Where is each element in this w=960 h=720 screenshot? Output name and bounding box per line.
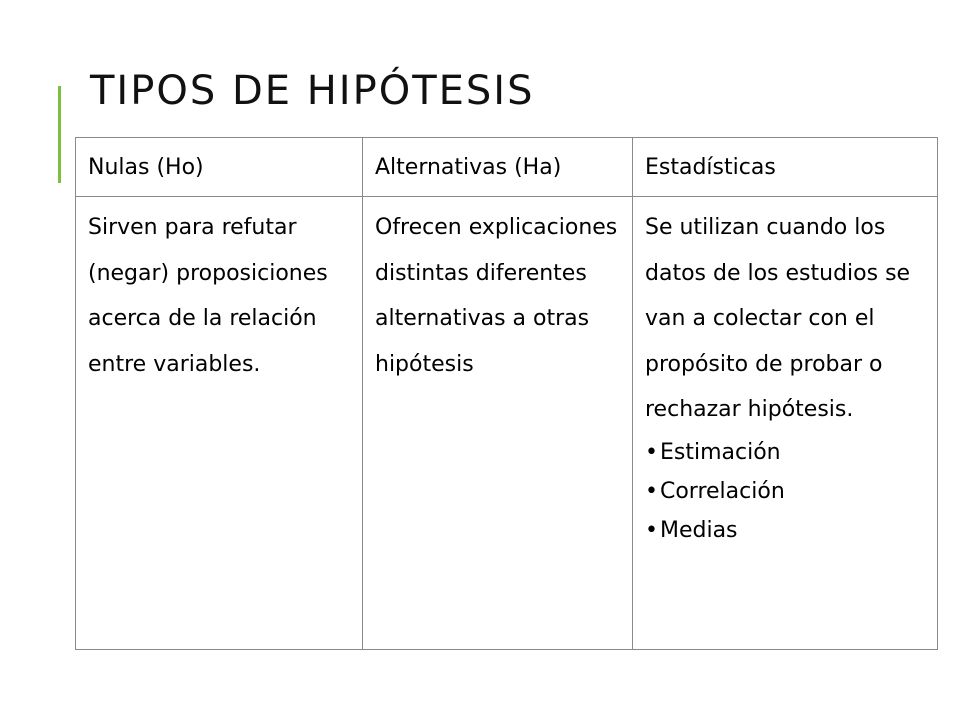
cell-estadisticas [633,197,938,650]
estadisticas-bullet-list [645,433,929,550]
title-accent-bar [58,86,61,183]
bullet-correlacion: • Correlación [645,472,929,511]
bullet-estimacion: • Estimación [645,433,929,472]
cell-alternativas: Ofrecen explicaciones distintas diferentes alternativas a otras hipótesis [363,197,633,650]
header-alternativas: Alternativas (Ha) [363,138,633,197]
hypothesis-types-table [75,137,938,650]
slide-title: TIPOS DE HIPÓTESIS [90,68,535,114]
header-nulas: Nulas (Ho) [76,138,363,197]
header-estadisticas: Estadísticas [633,138,938,197]
bullet-medias: • Medias [645,511,929,550]
cell-estadisticas-text: Se utilizan cuando los datos de los estudios se van a colectar con el propósito de probar o rechazar hipótesis. [645,215,911,422]
cell-nulas: Sirven para refutar (negar) proposiciones acerca de la relación entre variables. [76,197,363,650]
table-header-row [76,138,938,197]
table-row [76,197,938,650]
